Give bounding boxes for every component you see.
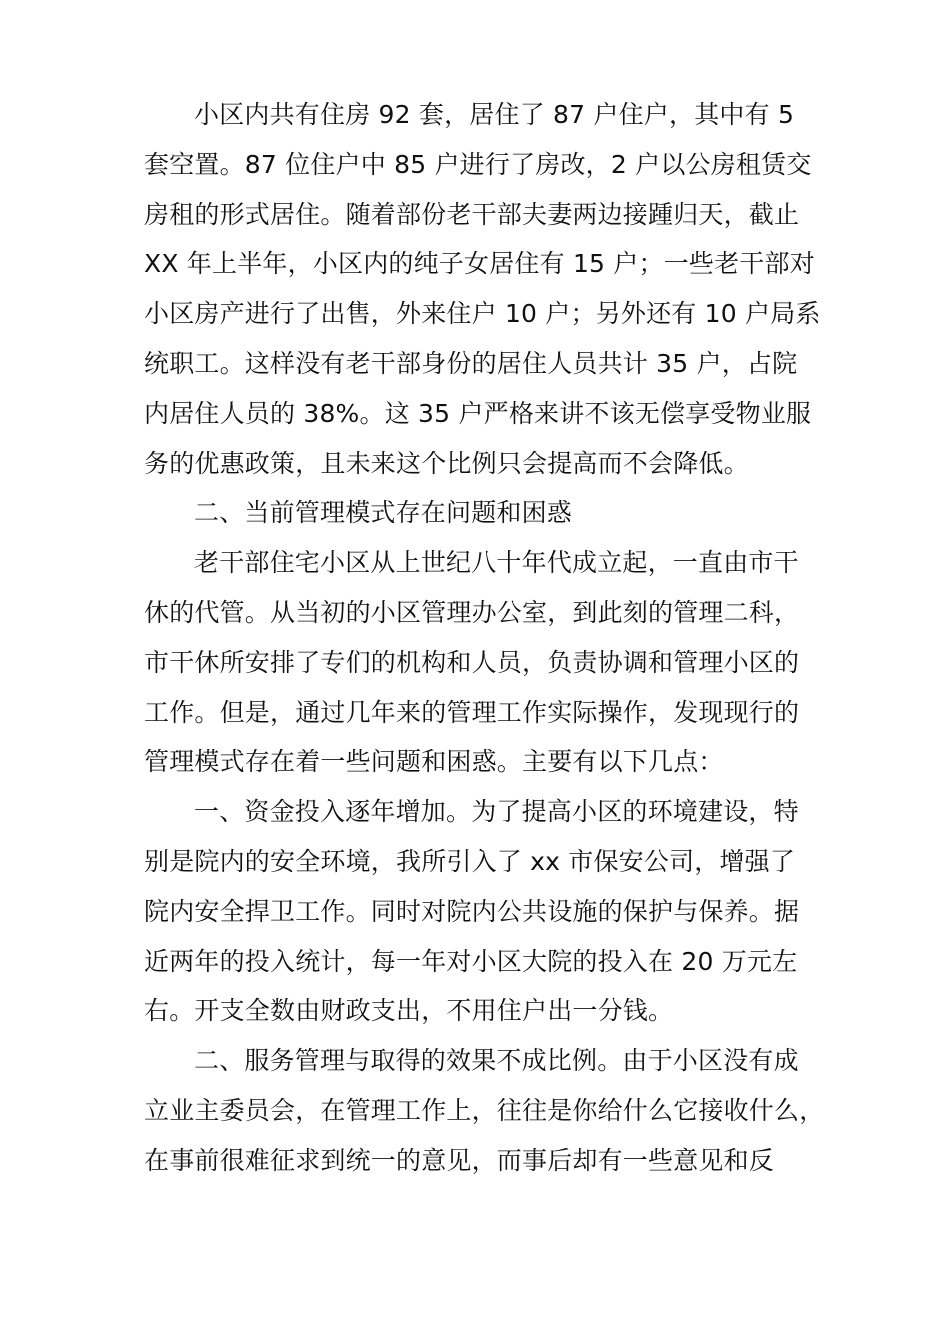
text-line: 务的优惠政策，且未来这个比例只会提高而不会降低。 bbox=[144, 448, 749, 478]
text-line: 统职工。这样没有老干部身份的居住人员共计 35 户，占院 bbox=[144, 348, 798, 378]
text-line: 套空置。87 位住户中 85 户进行了房改，2 户以公房租赁交 bbox=[144, 149, 812, 179]
text-line: 立业主委员会，在管理工作上，往往是你给什么它接收什么， bbox=[144, 1095, 825, 1125]
section-heading: 二、当前管理模式存在问题和困惑 bbox=[194, 498, 573, 528]
document-body bbox=[144, 90, 825, 1186]
text-line: 小区房产进行了出售，外来住户 10 户；另外还有 10 户局系 bbox=[144, 299, 821, 329]
text-line: 内居住人员的 38%。这 35 户严格来讲不该无偿享受物业服 bbox=[144, 398, 812, 428]
text-line: 小区内共有住房 92 套，居住了 87 户住户，其中有 5 bbox=[194, 100, 795, 129]
text-line: 别是院内的安全环境，我所引入了 xx 市保安公司，增强了 bbox=[144, 846, 796, 876]
text-line: XX 年上半年，小区内的纯子女居住有 15 户；一些老干部对 bbox=[144, 249, 815, 279]
text-line: 院内安全捍卫工作。同时对院内公共设施的保护与保养。据 bbox=[144, 896, 800, 926]
text-line: 一、资金投入逐年增加。为了提高小区的环境建设，特 bbox=[194, 797, 799, 827]
text-line: 老干部住宅小区从上世纪八十年代成立起，一直由市干 bbox=[194, 548, 799, 578]
text-line: 在事前很难征求到统一的意见，而事后却有一些意见和反 bbox=[144, 1145, 775, 1175]
text-line: 工作。但是，通过几年来的管理工作实际操作，发现现行的 bbox=[144, 697, 800, 727]
text-line: 休的代管。从当初的小区管理办公室，到此刻的管理二科， bbox=[144, 597, 800, 627]
text-line: 近两年的投入统计，每一年对小区大院的投入在 20 万元左 bbox=[144, 946, 798, 976]
text-line: 市干休所安排了专们的机构和人员，负责协调和管理小区的 bbox=[144, 647, 800, 677]
text-line: 房租的形式居住。随着部份老干部夫妻两边接踵归天，截止 bbox=[144, 199, 800, 229]
text-line: 管理模式存在着一些问题和困惑。主要有以下几点： bbox=[144, 747, 724, 777]
text-line: 右。开支全数由财政支出，不用住户出一分钱。 bbox=[144, 996, 674, 1026]
text-line: 二、服务管理与取得的效果不成比例。由于小区没有成 bbox=[194, 1046, 799, 1076]
